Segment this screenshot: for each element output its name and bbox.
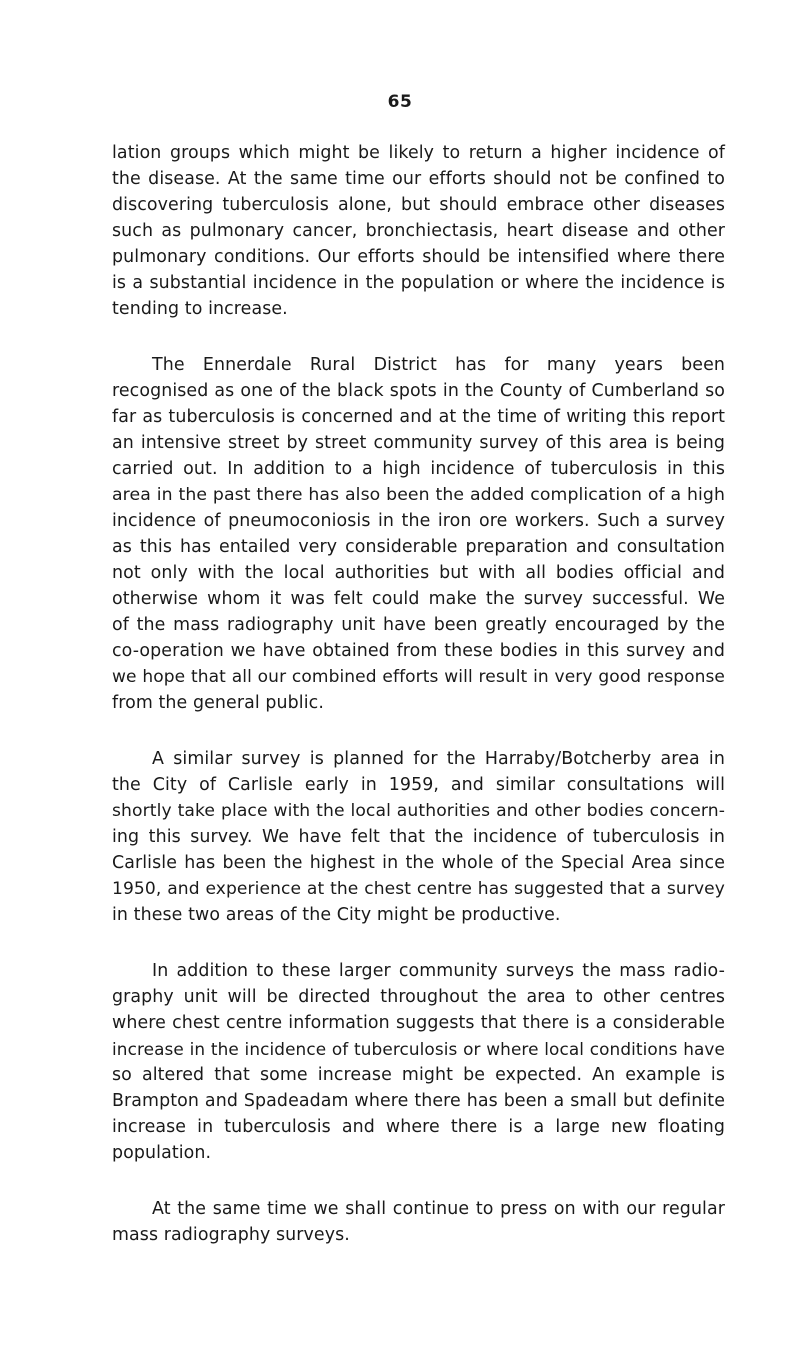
text-line: A similar survey is planned for the Harraby/Botcherby area in — [152, 749, 725, 769]
text-line: in these two areas of the City might be productive. — [112, 905, 561, 925]
text-line: the City of Carlisle early in 1959, and similar consultations will — [112, 775, 725, 795]
text-line: from the general public. — [112, 693, 324, 713]
text-line: far as tuberculosis is concerned and at the time of writing this report — [112, 407, 725, 427]
text-line: pulmonary conditions. Our efforts should be intensified where there — [112, 247, 725, 267]
text-line: we hope that all our combined efforts will result in very good response — [112, 667, 725, 687]
text-line: graphy unit will be directed throughout the area to other centres — [112, 987, 725, 1007]
text-line: co-operation we have obtained from these bodies in this survey and — [112, 641, 725, 661]
text-line: as this has entailed very considerable preparation and consultation — [112, 537, 725, 557]
text-line: of the mass radiography unit have been greatly encouraged by the — [112, 615, 725, 635]
text-line: increase in tuberculosis and where there is a large new floating — [112, 1117, 725, 1137]
text-line: discovering tuberculosis alone, but should embrace other diseases — [112, 195, 725, 215]
text-line: lation groups which might be likely to return a higher incidence of — [112, 143, 725, 163]
text-line: The Ennerdale Rural District has for many years been — [152, 355, 725, 375]
text-line: carried out. In addition to a high incidence of tuberculosis in this — [112, 459, 725, 479]
text-line: increase in the incidence of tuberculosis or where local conditions have — [112, 1039, 725, 1059]
page-number: 65 — [387, 92, 413, 112]
text-line: incidence of pneumoconiosis in the iron ore workers. Such a survey — [112, 511, 725, 531]
paragraph-3 — [112, 746, 725, 928]
body-text — [112, 140, 725, 1278]
text-line: population. — [112, 1143, 212, 1163]
text-line: the disease. At the same time our efforts should not be confined to — [112, 169, 725, 189]
paragraph-5 — [112, 1196, 725, 1248]
text-line: At the same time we shall continue to press on with our regular — [152, 1199, 725, 1219]
text-line: otherwise whom it was felt could make the survey successful. We — [112, 589, 725, 609]
text-line: is a substantial incidence in the population or where the incidence is — [112, 273, 725, 293]
text-line: not only with the local authorities but with all bodies official and — [112, 563, 725, 583]
paragraph-4 — [112, 958, 725, 1166]
text-line: mass radiography surveys. — [112, 1225, 350, 1245]
text-line: Brampton and Spadeadam where there has been a small but definite — [112, 1091, 725, 1111]
text-line: 1950, and experience at the chest centre has suggested that a survey — [112, 879, 725, 899]
text-line: so altered that some increase might be expected. An example is — [112, 1065, 725, 1085]
text-line: an intensive street by street community survey of this area is being — [112, 433, 725, 453]
text-line: where chest centre information suggests that there is a considerable — [112, 1013, 725, 1033]
text-line: recognised as one of the black spots in the County of Cumberland so — [112, 381, 725, 401]
paragraph-1 — [112, 140, 725, 322]
text-line: shortly take place with the local authorities and other bodies concern- — [112, 801, 725, 821]
text-line: ing this survey. We have felt that the incidence of tuberculosis in — [112, 827, 725, 847]
text-line: such as pulmonary cancer, bronchiectasis, heart disease and other — [112, 221, 725, 241]
text-line: Carlisle has been the highest in the whole of the Special Area since — [112, 853, 725, 873]
text-line: In addition to these larger community surveys the mass radio- — [152, 961, 725, 981]
paragraph-2 — [112, 352, 725, 716]
text-line: area in the past there has also been the added complication of a high — [112, 485, 725, 505]
text-line: tending to increase. — [112, 299, 288, 319]
